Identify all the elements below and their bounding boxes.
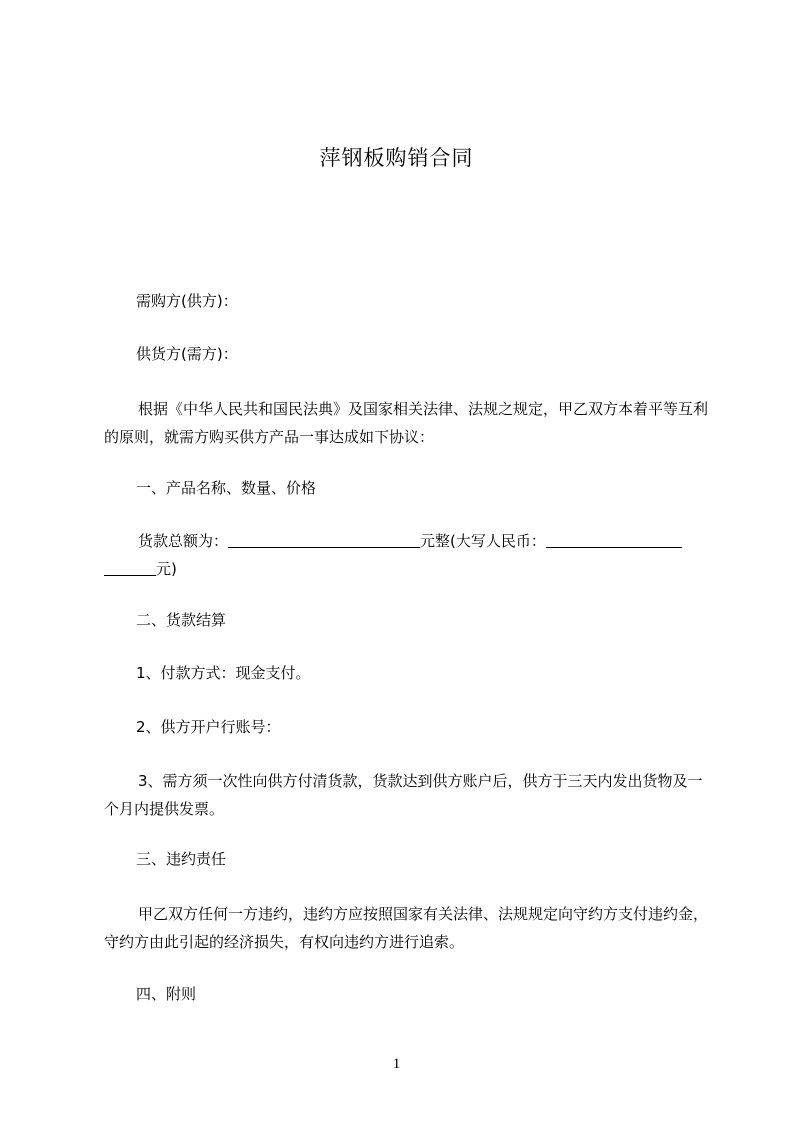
buyer-label: 需购方(供方)： <box>136 292 238 310</box>
amount-uppercase-blank <box>546 531 682 548</box>
total-amount-line <box>104 527 712 583</box>
page-number: 1 <box>392 1056 401 1072</box>
supplier-account-clause: 2、供方开户行账号： <box>136 718 281 736</box>
amount-blank <box>228 531 420 548</box>
section-1-heading: 一、产品名称、数量、价格 <box>136 479 317 497</box>
delivery-terms-clause: 3、需方须一次性向供方付清货款，货款达到供方账户后，供方于三天内发出货物及一个月内提供发票。 <box>104 772 703 818</box>
amount-uppercase-blank-continued <box>104 559 156 576</box>
section-3-heading: 三、违约责任 <box>136 850 227 868</box>
breach-clause: 甲乙双方任何一方违约，违约方应按照国家有关法律、法规规定向守约方支付违约金，守约方由此引起的经济损失，有权向违约方进行追索。 <box>104 905 709 951</box>
total-amount-mid: 元整(大写人民币： <box>420 532 546 550</box>
total-amount-end: 元) <box>156 560 177 578</box>
preamble-paragraph: 根据《中华人民共和国民法典》及国家相关法律、法规之规定，甲乙双方本着平等互利的原则，就需方购买供方产品一事达成如下协议： <box>104 400 709 446</box>
payment-method-clause: 1、付款方式：现金支付。 <box>136 664 311 682</box>
document-title: 萍钢板购销合同 <box>319 146 474 170</box>
total-amount-label: 货款总额为： <box>138 532 229 550</box>
section-2-heading: 二、货款结算 <box>136 611 227 629</box>
section-4-heading: 四、附则 <box>136 985 197 1003</box>
seller-label: 供货方(需方)： <box>136 345 238 363</box>
